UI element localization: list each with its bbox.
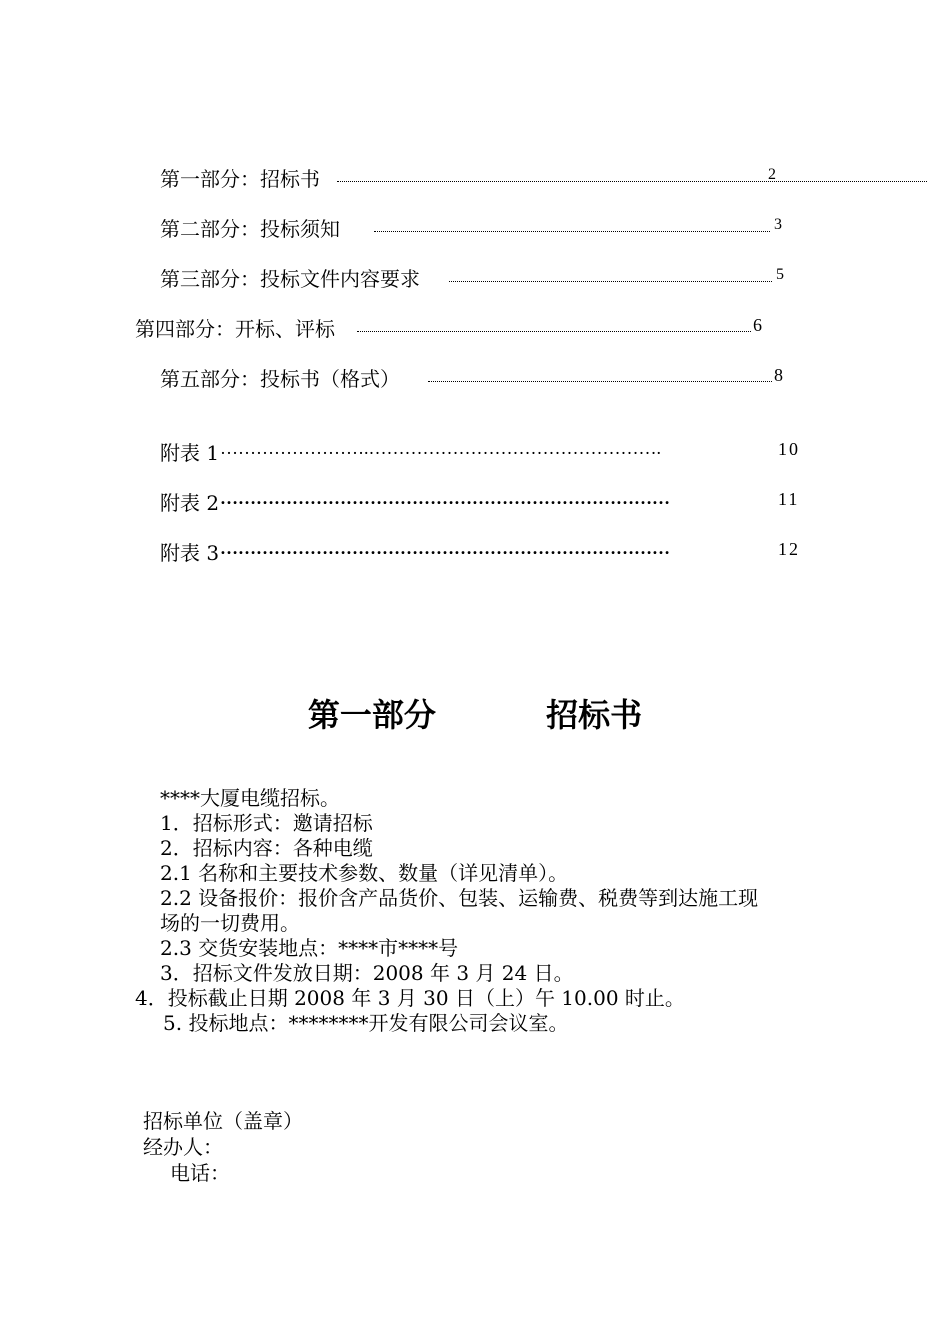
appendix-entry-3[interactable] [160,537,800,565]
body-line-2-3: 2.3 交货安装地点：****市****号 [160,936,459,960]
toc-leader [449,281,772,282]
handler-label: 经办人： [143,1135,223,1159]
appendix-page-number: 12 [778,539,800,559]
toc-label: 第五部分：投标书（格式） [160,367,400,391]
tender-unit-label: 招标单位（盖章） [143,1109,303,1133]
section-title-part: 第一部分 [307,696,436,734]
toc-entry-5[interactable] [160,363,790,391]
toc-page-number: 6 [753,315,762,335]
appendix-page-number: 11 [778,489,800,509]
toc-leader [357,331,751,332]
toc-label: 第一部分：招标书 [160,167,320,191]
body-line-4: 4．投标截止日期 2008 年 3 月 30 日（上）午 10.00 时止。 [135,986,685,1010]
body-line-2-2: 2.2 设备报价：报价含产品货价、包装、运输费、税费等到达施工现 [160,886,759,910]
body-line-1: 1．招标形式：邀请招标 [160,811,373,835]
toc-page-number: 5 [776,266,784,283]
toc-leader [374,231,770,232]
appendix-label: 附表 1 [160,441,220,465]
toc-page-number: 2 [768,166,776,183]
toc-entry-3[interactable] [160,263,784,291]
body-line-2: 2．招标内容：各种电缆 [160,836,373,860]
appendix-entry-1[interactable] [160,437,800,465]
section-title-name: 招标书 [546,696,643,734]
toc-label: 第三部分：投标文件内容要求 [160,267,420,291]
body-line-intro: ****大厦电缆招标。 [160,786,340,810]
appendix-label: 附表 3 [160,541,220,565]
appendix-label: 附表 2 [160,491,220,515]
phone-label: 电话： [170,1161,230,1185]
toc-label: 第二部分：投标须知 [160,217,340,241]
body-line-2-2-cont: 场的一切费用。 [160,911,300,935]
section-title [0,690,950,736]
appendix-leader: ………………………………………………………………… [220,538,670,558]
toc-leader [337,181,927,182]
toc-page-number: 8 [774,365,783,385]
toc-entry-1[interactable] [160,163,780,191]
appendix-leader: …………………….…………………………………………. [220,438,661,458]
toc-entry-4[interactable] [135,313,775,341]
toc-label: 第四部分：开标、评标 [135,317,335,341]
body-line-5: 5. 投标地点：********开发有限公司会议室。 [163,1011,569,1035]
appendix-entry-2[interactable] [160,487,800,515]
appendix-page-number: 10 [778,439,800,459]
toc-page-number: 3 [774,216,782,233]
body-line-3: 3．招标文件发放日期：2008 年 3 月 24 日。 [160,961,574,985]
toc-entry-2[interactable] [160,213,780,241]
toc-leader [428,381,772,382]
body-line-2-1: 2.1 名称和主要技术参数、数量（详见清单）。 [160,861,569,885]
appendix-leader: ………………………………………………………………… [220,488,670,508]
